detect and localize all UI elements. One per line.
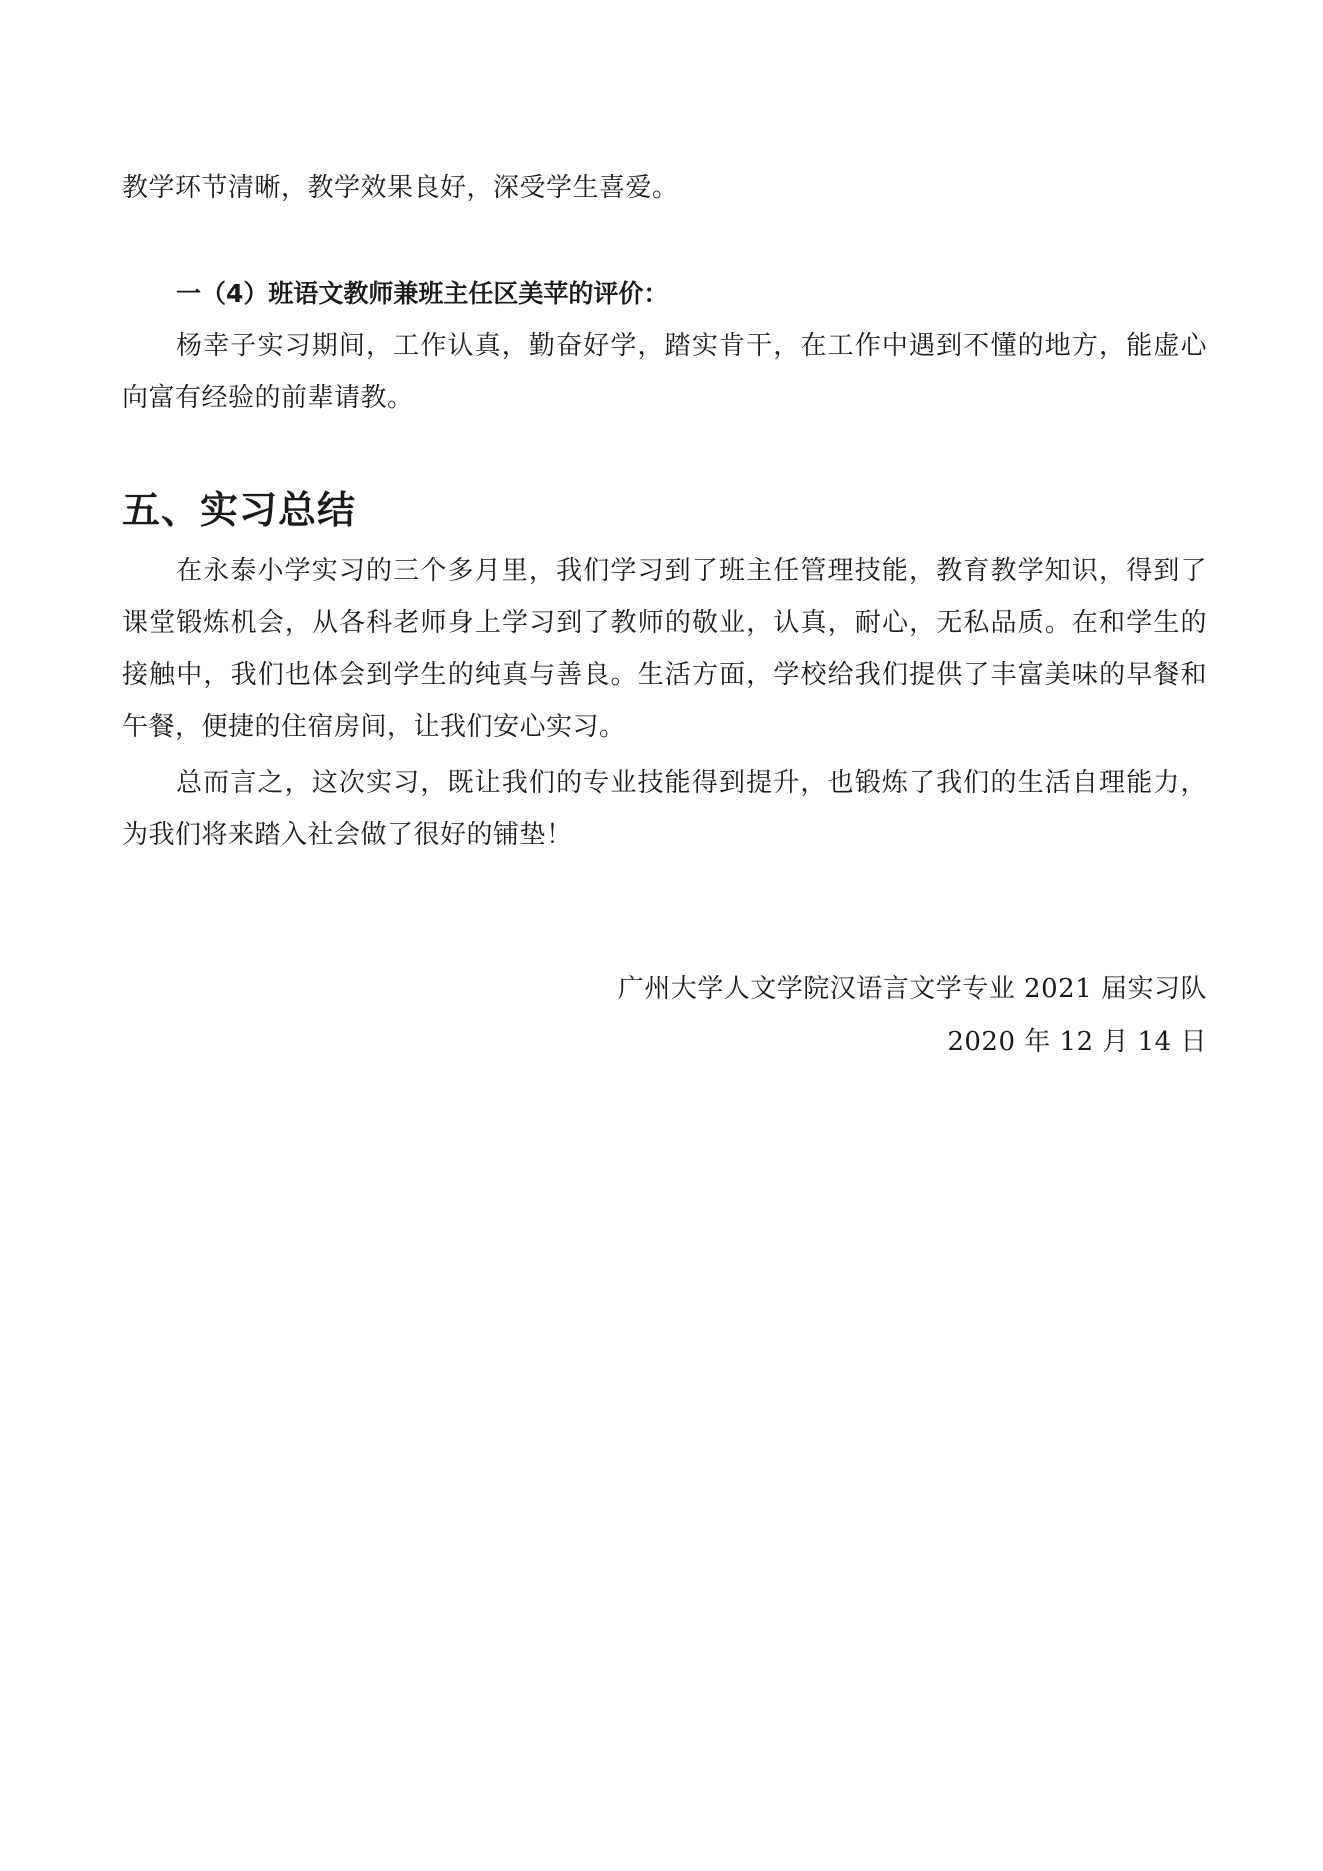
- summary-heading: 五、实习总结: [122, 488, 357, 532]
- signature-organization: 广州大学人文学院汉语言文学专业 2021 届实习队: [617, 974, 1207, 1004]
- summary-paragraph-2: 总而言之，这次实习，既让我们的专业技能得到提升，也锻炼了我们的生活自理能力，为我们将来踏入社会做了很好的铺垫！: [122, 768, 1207, 850]
- evaluation-heading: 一（4）班语文教师兼班主任区美苹的评价：: [176, 279, 669, 308]
- continued-paragraph: 教学环节清晰，教学效果良好，深受学生喜爱。: [122, 173, 679, 203]
- summary-paragraph-1: 在永泰小学实习的三个多月里，我们学习到了班主任管理技能，教育教学知识，得到了课堂锻炼机会，从各科老师身上学习到了教师的敬业，认真，耐心，无私品质。在和学生的接触中，我们也体会到学生的纯真与善良。生活方面，学校给我们提供了丰富美味的早餐和午餐，便捷的住宿房间，让我们安心实习。: [122, 556, 1207, 742]
- signature-date: 2020 年 12 月 14 日: [947, 1027, 1207, 1057]
- evaluation-text: 杨幸子实习期间，工作认真，勤奋好学，踏实肯干，在工作中遇到不懂的地方，能虚心向富有经验的前辈请教。: [122, 331, 1207, 413]
